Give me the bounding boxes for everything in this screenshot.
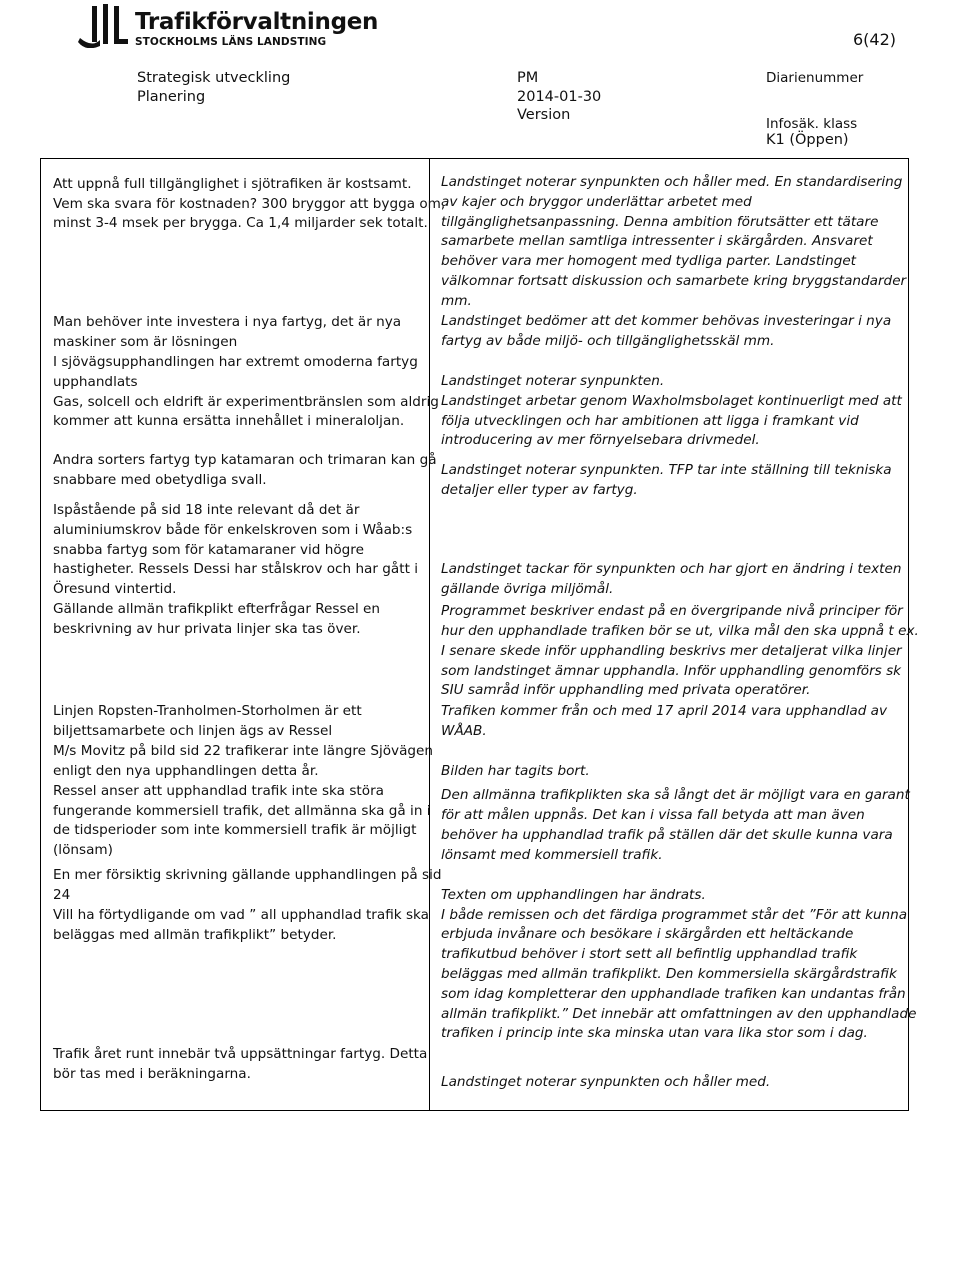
- left-cell-line: beskrivning av hur privata linjer ska tas över.: [53, 621, 361, 637]
- right-cell-line: samarbete mellan samtliga intressenter i skärgården. Ansvaret: [441, 233, 873, 249]
- right-cell-line: beläggas med allmän trafikplikt. Den kommersiella skärgårdstrafik: [441, 966, 897, 982]
- column-divider: [429, 159, 430, 1110]
- right-cell-line: trafikutbud behöver i stort sett all befintlig upphandlad trafik: [441, 946, 858, 962]
- header-version: Version: [517, 107, 571, 123]
- right-cell-line: följa utvecklingen och har ambitionen att ligga i framkant vid: [441, 413, 859, 429]
- left-cell-line: upphandlats: [53, 374, 138, 390]
- left-cell-line: kommer att kunna ersätta innehållet i mineraloljan.: [53, 413, 405, 429]
- right-cell-line: detaljer eller typer av fartyg.: [441, 482, 638, 498]
- header-date: 2014-01-30: [517, 89, 602, 105]
- right-cell-line: Landstinget noterar synpunkten och håller med.: [441, 1074, 771, 1090]
- header-unit: Planering: [137, 89, 206, 105]
- header-document-type: PM: [517, 70, 539, 86]
- right-cell-line: erbjuda invånare och besökare i skärgården ett heltäckande: [441, 926, 854, 942]
- right-cell-line: fartyg av både miljö- och tillgänglighetsskäl mm.: [441, 333, 775, 349]
- left-cell-line: fungerande kommersiell trafik, det allmänna ska gå in i: [53, 803, 431, 819]
- left-cell-line: M/s Movitz på bild sid 22 trafikerar inte längre Sjövägen: [53, 743, 434, 759]
- right-cell-line: allmän trafikplikt.” Det innebär att omfattningen av den upphandlade: [441, 1006, 917, 1022]
- page-number: 6(42): [853, 30, 897, 49]
- left-cell-line: beläggas med allmän trafikplikt” betyder.: [53, 927, 337, 943]
- right-cell-line: Texten om upphandlingen har ändrats.: [441, 887, 706, 903]
- right-cell-line: behöver ha upphandlad trafik på ställen där det skulle kunna vara: [441, 827, 893, 843]
- logo-mark-icon: [76, 4, 132, 48]
- left-cell-line: minst 3-4 msek per brygga. Ca 1,4 miljarder sek totalt.: [53, 215, 428, 231]
- right-cell-line: behöver vara mer homogent med tydliga parter. Landstinget: [441, 253, 857, 269]
- left-cell-line: snabbare med obetydliga svall.: [53, 472, 267, 488]
- logo-subtitle: STOCKHOLMS LÄNS LANDSTING: [135, 36, 327, 48]
- right-cell-line: Trafiken kommer från och med 17 april 2014 vara upphandlad av: [441, 703, 888, 719]
- left-cell-line: Andra sorters fartyg typ katamaran och trimaran kan gå: [53, 452, 437, 468]
- logo-name: Trafikförvaltningen: [135, 9, 379, 35]
- left-cell-line: Linjen Ropsten-Tranholmen-Storholmen är ett: [53, 703, 362, 719]
- left-cell-line: bör tas med i beräkningarna.: [53, 1066, 251, 1082]
- left-cell-line: I sjövägsupphandlingen har extremt omoderna fartyg: [53, 354, 418, 370]
- right-cell-line: I senare skede inför upphandling beskrivs mer detaljerat vilka linjer: [441, 643, 902, 659]
- left-cell-line: En mer försiktig skrivning gällande upphandlingen på sid: [53, 867, 442, 883]
- right-cell-line: Landstinget noterar synpunkten. TFP tar inte ställning till tekniska: [441, 462, 892, 478]
- right-cell-line: av kajer och bryggor underlättar arbetet med: [441, 194, 752, 210]
- right-cell-line: WÅAB.: [441, 723, 487, 739]
- right-cell-line: introducering av mer förnyelsebara drivmedel.: [441, 432, 760, 448]
- right-cell-line: SIU samråd inför upphandling med privata operatörer.: [441, 682, 811, 698]
- comments-table: [40, 158, 919, 1111]
- right-cell-line: Landstinget arbetar genom Waxholmsbolaget kontinuerligt med att: [441, 393, 902, 409]
- left-cell-line: Man behöver inte investera i nya fartyg, det är nya: [53, 314, 402, 330]
- left-cell-line: Gas, solcell och eldrift är experimentbränslen som aldrig: [53, 394, 439, 410]
- right-cell-line: Landstinget tackar för synpunkten och har gjort en ändring i texten: [441, 561, 902, 577]
- left-cell-line: biljettsamarbete och linjen ägs av Ressel: [53, 723, 333, 739]
- right-cell-line: välkomnar fortsatt diskussion och samarbete kring bryggstandarder: [441, 273, 907, 289]
- header-department: Strategisk utveckling: [137, 70, 291, 86]
- left-cell-line: aluminiumskrov både för enkelskroven som i Wåab:s: [53, 522, 413, 538]
- right-cell-line: Bilden har tagits bort.: [441, 763, 590, 779]
- left-cell-line: snabba fartyg som för katamaraner vid högre: [53, 542, 364, 558]
- header-diarienummer: Diarienummer: [766, 70, 864, 86]
- left-cell-line: Ispåstående på sid 18 inte relevant då det är: [53, 502, 360, 518]
- right-cell-line: trafiken i princip inte ska minska utan vara lika stor som i dag.: [441, 1025, 868, 1041]
- left-cell-line: Att uppnå full tillgänglighet i sjötrafiken är kostsamt.: [53, 176, 412, 192]
- left-cell-line: enligt den nya upphandlingen detta år.: [53, 763, 319, 779]
- left-cell-line: Gällande allmän trafikplikt efterfrågar Ressel en: [53, 601, 381, 617]
- left-cell-line: Ressel anser att upphandlad trafik inte ska störa: [53, 783, 384, 799]
- right-cell-line: tillgänglighetsanpassning. Denna ambition förutsätter ett tätare: [441, 214, 879, 230]
- left-cell-line: de tidsperioder som inte kommersiell trafik är möjligt: [53, 822, 417, 838]
- left-cell-line: Trafik året runt innebär två uppsättningar fartyg. Detta: [53, 1046, 428, 1062]
- right-cell-line: Landstinget noterar synpunkten.: [441, 373, 665, 389]
- right-cell-line: mm.: [441, 293, 472, 309]
- left-cell-line: maskiner som är lösningen: [53, 334, 238, 350]
- right-cell-line: Programmet beskriver endast på en övergripande nivå principer för: [441, 603, 903, 619]
- right-cell-line: hur den upphandlade trafiken bör se ut, vilka mål den ska uppnå t ex.: [441, 623, 919, 639]
- left-cell-line: Vill ha förtydligande om vad ” all upphandlad trafik ska: [53, 907, 429, 923]
- right-cell-line: lönsamt med kommersiell trafik.: [441, 847, 663, 863]
- left-cell-line: 24: [53, 887, 71, 903]
- right-cell-line: I både remissen och det färdiga programmet står det ”För att kunna: [441, 907, 908, 923]
- left-cell-line: hastigheter. Ressels Dessi har stålskrov och har gått i: [53, 561, 419, 577]
- right-cell-line: för att målen uppnås. Det kan i vissa fall betyda att man även: [441, 807, 865, 823]
- left-cell-line: (lönsam): [53, 842, 113, 858]
- left-cell-line: Vem ska svara för kostnaden? 300 bryggor att bygga om,: [53, 196, 446, 212]
- organization-logo: [76, 4, 379, 48]
- right-cell-line: gällande övriga miljömål.: [441, 581, 614, 597]
- right-cell-line: Landstinget noterar synpunkten och håller med. En standardisering: [441, 174, 903, 190]
- right-cell-line: som landstinget ämnar upphandla. Inför upphandling genomförs sk: [441, 663, 902, 679]
- header-security-class: K1 (Öppen): [766, 132, 849, 148]
- right-cell-line: som idag kompletterar den upphandlade trafiken kan undantas från: [441, 986, 906, 1002]
- left-cell-line: Öresund vintertid.: [53, 581, 177, 597]
- header-infosak-label: Infosäk. klass: [766, 116, 858, 132]
- right-cell-line: Landstinget bedömer att det kommer behövas investeringar i nya: [441, 313, 892, 329]
- right-cell-line: Den allmänna trafikplikten ska så långt det är möjligt vara en garant: [441, 787, 910, 803]
